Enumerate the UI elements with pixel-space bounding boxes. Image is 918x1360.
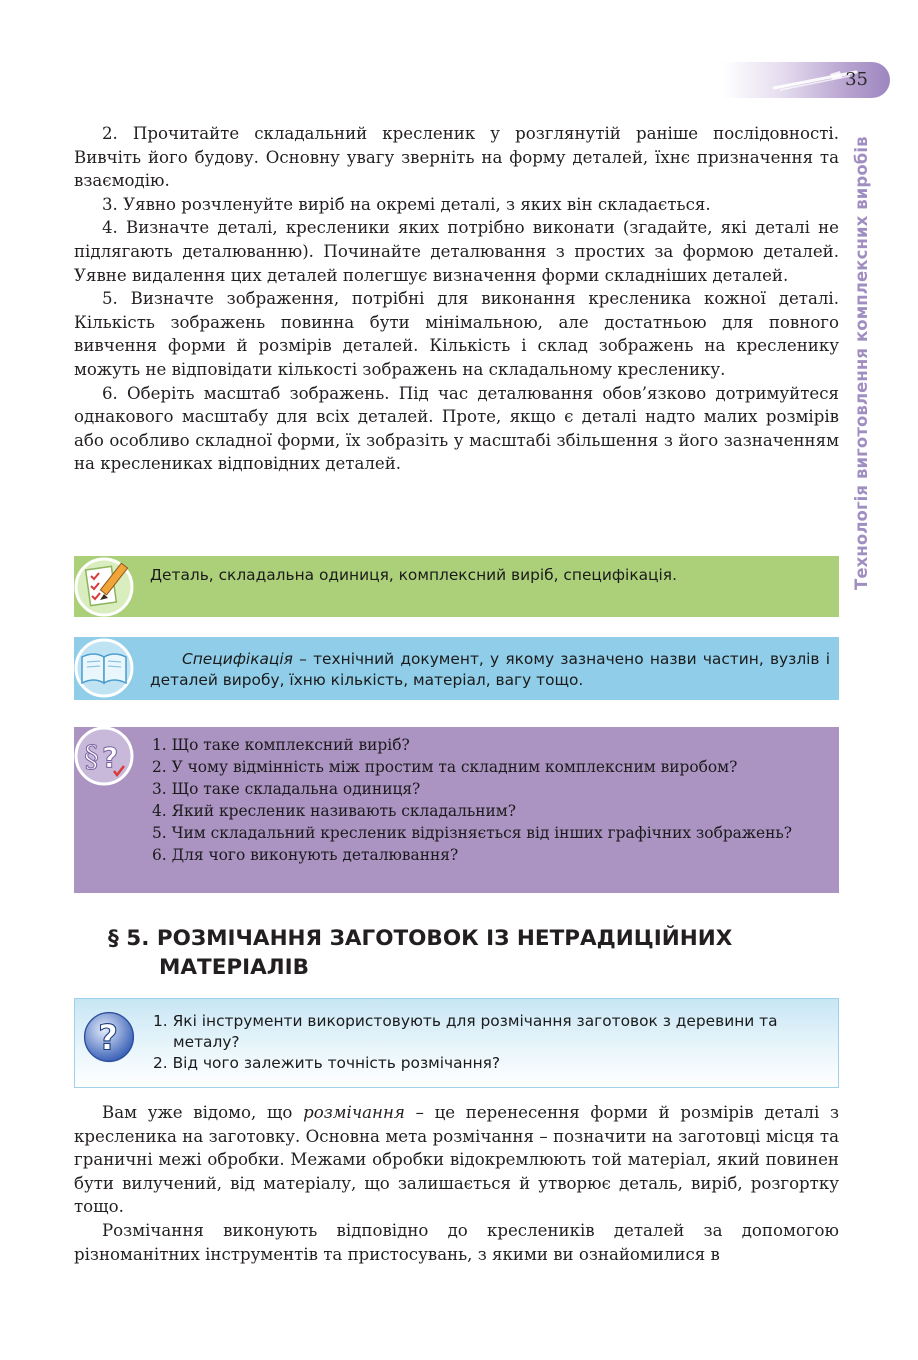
list-item: 6. Для чого виконують деталювання? bbox=[152, 846, 459, 864]
svg-text:?: ? bbox=[102, 741, 119, 774]
list-item: 3. Що таке складальна одиниця? bbox=[152, 780, 421, 798]
intro-p1-start: Вам уже відомо, що bbox=[102, 1103, 304, 1122]
definition-term: Специфікація bbox=[182, 650, 293, 668]
open-book-icon bbox=[74, 637, 136, 699]
key-terms-band bbox=[74, 556, 839, 617]
side-chapter-title: Технологія виготовлення комплексних виробів bbox=[852, 136, 871, 590]
section-question-icon bbox=[74, 727, 136, 789]
definition-text bbox=[150, 649, 830, 691]
list-item: 2. У чому відмінність між простим та складним комплексним виробом? bbox=[152, 758, 738, 776]
intro-paragraph-2: Розмічання виконують відповідно до креслеників деталей за допомогою різноманітних інструментів та пристосувань, з якими ви ознайомилися в bbox=[74, 1220, 839, 1264]
list-item: 2. Від чого залежить точність розмічання? bbox=[153, 1054, 501, 1072]
step-3: 3. Уявно розчленуйте виріб на окремі деталі, з яких він складається. bbox=[102, 194, 711, 214]
intro-p1-rest: – це перенесення форми й розмірів деталі з кресленика на заготовку. Основна мета розмічання – позначити на заготовці місця та граничні межі обробки. Межами обробки відокремлюють той матеріал, який повинен бути вилучений, від матеріалу, що залишається й утворює деталь, виріб, розгортку тощо. bbox=[74, 1103, 839, 1217]
svg-text:?: ? bbox=[98, 1018, 119, 1059]
steps-text bbox=[74, 122, 839, 476]
review-questions-band bbox=[74, 727, 839, 893]
review-questions-list bbox=[152, 734, 828, 866]
intro-text bbox=[74, 1101, 839, 1266]
list-item: 1. Що таке комплексний виріб? bbox=[152, 736, 410, 754]
list-item: 1. Які інструменти використовують для розмічання заготовок з деревини та металу? bbox=[153, 1012, 778, 1051]
page-number-tab bbox=[722, 62, 890, 98]
checklist-pencil-icon bbox=[74, 556, 136, 618]
question-mark-icon bbox=[81, 1009, 137, 1065]
list-item: 5. Чим складальний кресленик відрізняється від інших графічних зображень? bbox=[152, 824, 793, 842]
page-number: 35 bbox=[845, 69, 868, 90]
section-heading-line1: § 5. РОЗМІЧАННЯ ЗАГОТОВОК ІЗ НЕТРАДИЦІЙНИХ bbox=[108, 926, 733, 951]
warmup-questions-list bbox=[153, 1011, 833, 1074]
warmup-questions-box bbox=[74, 998, 839, 1088]
intro-p1-term: розмічання bbox=[303, 1103, 405, 1122]
list-item: 4. Який кресленик називають складальним? bbox=[152, 802, 516, 820]
step-5: 5. Визначте зображення, потрібні для виконання кресленика кожної деталі. Кількість зображень повинна бути мінімальною, але достатньою для повного вивчення форми й розмірів деталей. Кількість і склад зображень на кресленику можуть не відповідати кількості зображень на складальному кресленику. bbox=[74, 289, 839, 379]
section-heading bbox=[108, 924, 828, 982]
step-6: 6. Оберіть масштаб зображень. Під час деталювання обов’язково дотримуйтеся однакового масштабу для всіх деталей. Проте, якщо є деталі надто малих розмірів або особливо складної форми, їх зобразіть у масштабі збільшення з його зазначенням на креслениках відповідних деталей. bbox=[74, 383, 839, 474]
step-4: 4. Визначте деталі, кресленики яких потрібно виконати (згадайте, які деталі не підлягають деталюванню). Починайте деталювання з простих за формою деталей. Уявне видалення цих деталей полегшує визначення форми складніших деталей. bbox=[74, 218, 839, 285]
key-terms-text: Деталь, складальна одиниця, комплексний виріб, специфікація. bbox=[150, 566, 677, 584]
intro-paragraph-1 bbox=[74, 1101, 839, 1219]
definition-band bbox=[74, 637, 839, 700]
step-2: 2. Прочитайте складальний кресленик у розглянутій раніше послідовності. Вивчіть його будову. Основну увагу зверніть на форму деталей, їхнє призначення та взаємодію. bbox=[74, 124, 839, 191]
svg-text:§: § bbox=[84, 740, 99, 775]
section-heading-line2: МАТЕРІАЛІВ bbox=[159, 955, 310, 980]
definition-body: – технічний документ, у якому зазначено назви частин, вузлів і деталей виробу, їхню кількість, матеріал, вагу тощо. bbox=[150, 650, 830, 689]
